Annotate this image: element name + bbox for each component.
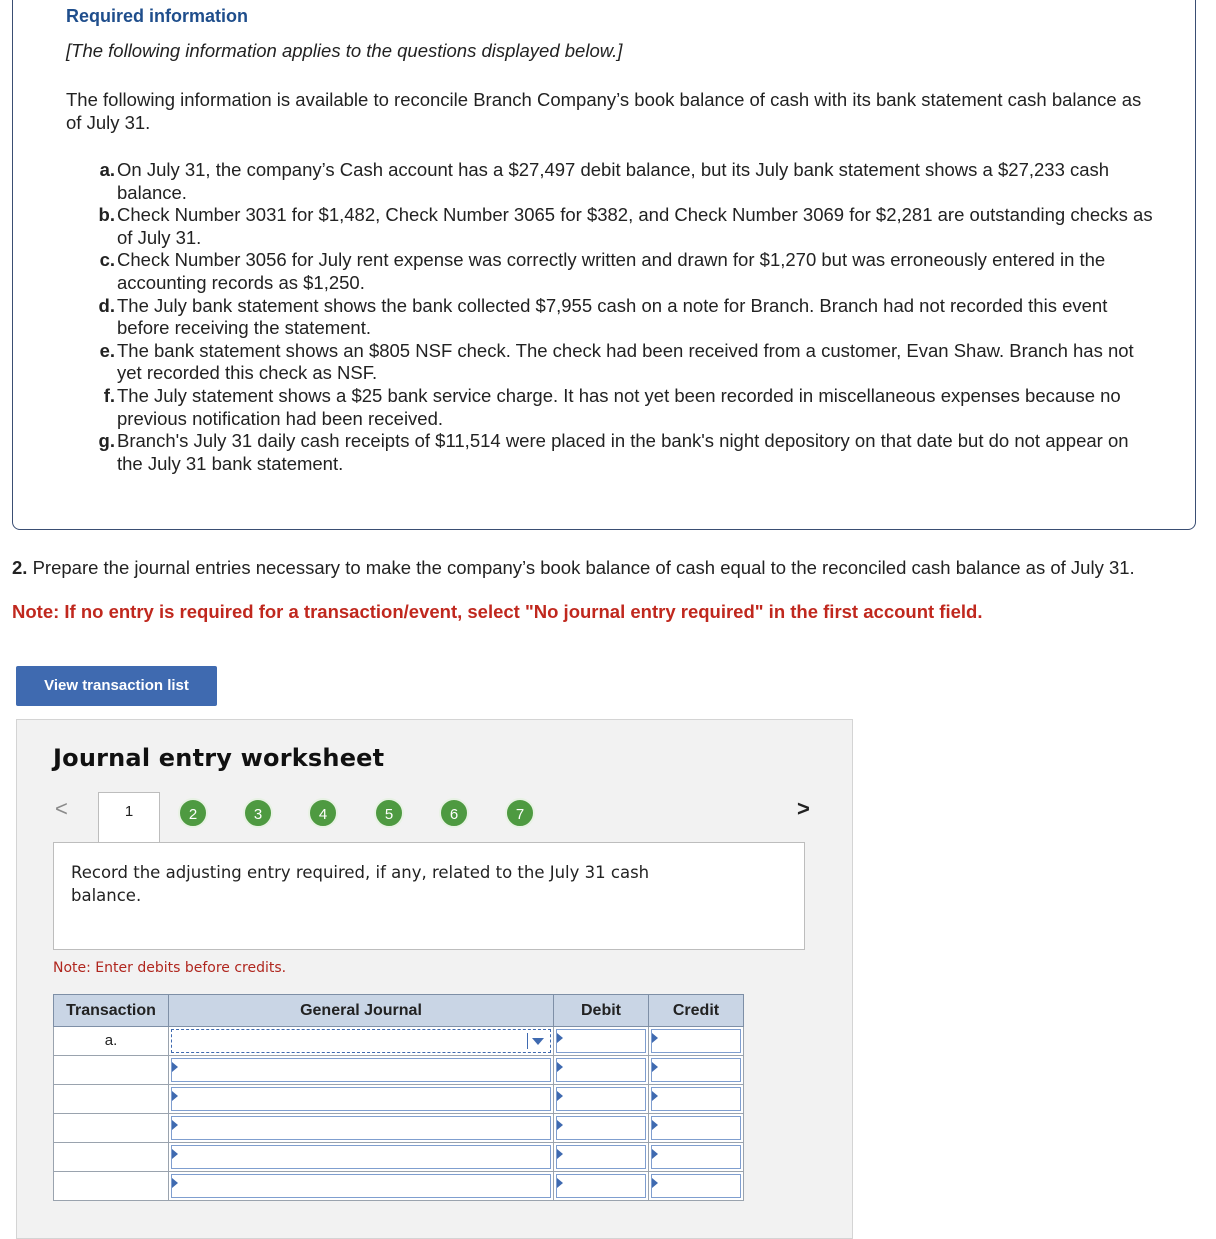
item-letter: f. [103, 384, 115, 406]
transaction-cell [54, 1172, 169, 1201]
list-item [66, 340, 1156, 385]
credit-field[interactable] [651, 1087, 741, 1111]
item-letter: g. [98, 430, 115, 452]
account-select[interactable] [169, 1143, 554, 1172]
step-tab-7[interactable]: 7 [505, 798, 535, 828]
debit-field[interactable] [556, 1174, 646, 1198]
item-letter: a. [99, 159, 115, 180]
arrow-right-icon [172, 1062, 178, 1072]
list-item [66, 249, 1156, 294]
account-select[interactable] [169, 1114, 554, 1143]
account-dropdown[interactable] [171, 1029, 551, 1053]
arrow-right-icon [557, 1178, 563, 1188]
credit-field[interactable] [651, 1029, 741, 1053]
item-letter: d. [98, 294, 115, 316]
arrow-right-icon [557, 1149, 563, 1159]
account-field[interactable] [171, 1087, 551, 1111]
transaction-items-list [66, 159, 1156, 475]
item-text: The July statement shows a $25 bank service charge. It has not yet been recorded in miscellaneous expenses because no previous notification had been received. [117, 384, 1121, 429]
applies-note: [The following information applies to the questions displayed below.] [66, 40, 623, 61]
table-row [54, 1143, 744, 1172]
credit-input[interactable] [649, 1056, 744, 1085]
arrow-right-icon [557, 1033, 563, 1043]
debit-field[interactable] [556, 1145, 646, 1169]
step-tab-5[interactable]: 5 [374, 798, 404, 828]
credit-field[interactable] [651, 1145, 741, 1169]
table-row [54, 1114, 744, 1143]
dropdown-separator [527, 1033, 528, 1049]
item-letter: b. [98, 204, 115, 226]
prompt-box [53, 842, 805, 950]
arrow-right-icon [652, 1149, 658, 1159]
arrow-right-icon [557, 1062, 563, 1072]
debit-input[interactable] [554, 1114, 649, 1143]
journal-entry-worksheet [16, 719, 853, 1239]
debit-field[interactable] [556, 1029, 646, 1053]
item-letter: e. [99, 339, 115, 361]
transaction-cell [54, 1143, 169, 1172]
arrow-right-icon [172, 1120, 178, 1130]
table-header-row [54, 995, 744, 1027]
credit-field[interactable] [651, 1058, 741, 1082]
chevron-right-icon[interactable]: > [797, 796, 810, 821]
arrow-right-icon [652, 1062, 658, 1072]
question-number: 2. [12, 557, 28, 578]
arrow-right-icon [172, 1178, 178, 1188]
account-field[interactable] [171, 1174, 551, 1198]
account-field[interactable] [171, 1058, 551, 1082]
credit-header: Credit [649, 995, 744, 1027]
transaction-cell [54, 1114, 169, 1143]
transaction-cell: a. [54, 1027, 169, 1056]
list-item [66, 295, 1156, 340]
transaction-cell [54, 1085, 169, 1114]
credit-input[interactable] [649, 1114, 744, 1143]
arrow-right-icon [652, 1178, 658, 1188]
credit-field[interactable] [651, 1116, 741, 1140]
item-letter: c. [99, 249, 115, 271]
debit-field[interactable] [556, 1087, 646, 1111]
list-item [66, 430, 1156, 475]
question-note: Note: If no entry is required for a transaction/event, select "No journal entry required" in the first account field. [12, 601, 983, 622]
arrow-right-icon [557, 1120, 563, 1130]
list-item [66, 385, 1156, 430]
credit-input[interactable] [649, 1172, 744, 1201]
arrow-right-icon [557, 1091, 563, 1101]
arrow-right-icon [652, 1033, 658, 1043]
step-tab-4[interactable]: 4 [308, 798, 338, 828]
debit-input[interactable] [554, 1143, 649, 1172]
question-text [12, 556, 1202, 579]
step-tab-2[interactable]: 2 [178, 798, 208, 828]
step-tab-6[interactable]: 6 [439, 798, 469, 828]
account-select[interactable] [169, 1027, 554, 1056]
credit-input[interactable] [649, 1143, 744, 1172]
required-info-title: Required information [66, 6, 249, 26]
general-journal-header: General Journal [169, 995, 554, 1027]
debit-header: Debit [554, 995, 649, 1027]
debits-before-credits-note: Note: Enter debits before credits. [53, 960, 287, 976]
account-field[interactable] [171, 1116, 551, 1140]
item-text: The July bank statement shows the bank collected $7,955 cash on a note for Branch. Branch had not recorded this event before receiving the statement. [117, 294, 1108, 339]
item-text: The bank statement shows an $805 NSF check. The check had been received from a customer, Evan Shaw. Branch has not yet recorded this check as NSF. [117, 339, 1134, 384]
item-text: Branch's July 31 daily cash receipts of $11,514 were placed in the bank's night depository on that date but do not appear on the July 31 bank statement. [117, 430, 1129, 474]
view-transaction-list-button[interactable]: View transaction list [16, 666, 217, 706]
credit-field[interactable] [651, 1174, 741, 1198]
credit-input[interactable] [649, 1027, 744, 1056]
item-text: Check Number 3056 for July rent expense was correctly written and drawn for $1,270 but was erroneously entered in the accounting records as $1,250. [117, 249, 1106, 293]
arrow-right-icon [652, 1120, 658, 1130]
table-row [54, 1027, 744, 1056]
chevron-left-icon[interactable]: < [55, 796, 68, 821]
credit-input[interactable] [649, 1085, 744, 1114]
intro-paragraph: The following information is available to reconcile Branch Company’s book balance of cash with its bank statement cash balance as of July 31. [66, 89, 1142, 133]
debit-input[interactable] [554, 1085, 649, 1114]
question-body: Prepare the journal entries necessary to make the company’s book balance of cash equal to the reconciled cash balance as of July 31. [32, 557, 1135, 578]
account-select[interactable] [169, 1056, 554, 1085]
step-tab-1[interactable]: 1 [98, 792, 160, 843]
worksheet-title: Journal entry worksheet [53, 744, 385, 772]
account-field[interactable] [171, 1145, 551, 1169]
arrow-right-icon [652, 1091, 658, 1101]
table-row [54, 1056, 744, 1085]
list-item [66, 204, 1156, 249]
debit-field[interactable] [556, 1116, 646, 1140]
arrow-right-icon [172, 1091, 178, 1101]
account-select[interactable] [169, 1172, 554, 1201]
account-select[interactable] [169, 1085, 554, 1114]
arrow-right-icon [172, 1149, 178, 1159]
transaction-header: Transaction [54, 995, 169, 1027]
item-text: Check Number 3031 for $1,482, Check Number 3065 for $382, and Check Number 3069 for $2,281 are outstanding checks as of July 31. [117, 204, 1153, 248]
chevron-down-icon [532, 1038, 544, 1045]
journal-entry-table [53, 994, 744, 1201]
step-tab-3[interactable]: 3 [243, 798, 273, 828]
debit-field[interactable] [556, 1058, 646, 1082]
item-text: On July 31, the company’s Cash account has a $27,497 debit balance, but its July bank statement shows a $27,233 cash balance. [117, 159, 1110, 203]
list-item [66, 159, 1156, 204]
prompt-text: Record the adjusting entry required, if any, related to the July 31 cash balance. [71, 863, 650, 905]
table-row [54, 1085, 744, 1114]
transaction-cell [54, 1056, 169, 1085]
debit-input[interactable] [554, 1172, 649, 1201]
debit-input[interactable] [554, 1056, 649, 1085]
table-row [54, 1172, 744, 1201]
debit-input[interactable] [554, 1027, 649, 1056]
